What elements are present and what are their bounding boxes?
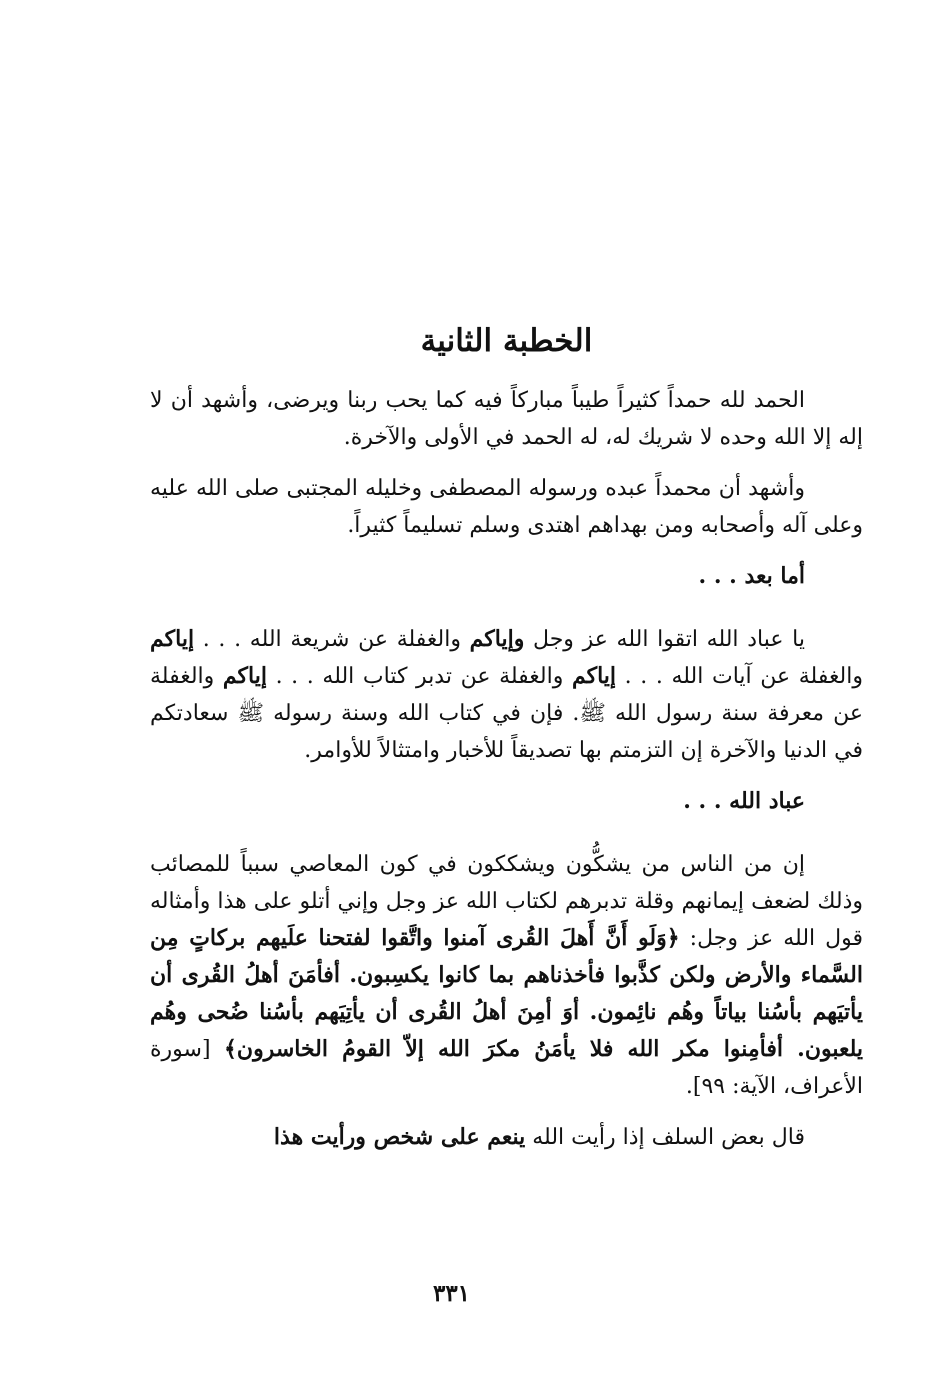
page-content <box>150 318 863 1170</box>
text-segment: والغفلة عن معرفة سنة رسول الله ﷺ. فإن في كتاب الله وسنة رسوله ﷺ سعادتكم في الدنيا والآخرة إن التزمتم بها تصديقاً للأخبار وامتثالاً للأوامر. <box>150 664 863 763</box>
text-segment: قال بعض السلف إذا رأيت الله <box>525 1125 805 1150</box>
paragraph-testimony: وأشهد أن محمداً عبده ورسوله المصطفى وخليله المجتبى صلى الله عليه وعلى آله وأصحابه ومن بهداهم اهتدى وسلم تسليماً كثيراً. <box>150 476 863 538</box>
bold-segment: ينعم على شخص ورأيت هذا <box>273 1124 526 1150</box>
bold-segment: إياكم <box>222 663 267 689</box>
paragraph-warning <box>150 621 863 769</box>
text-segment: والغفلة عن آيات الله . . . <box>616 664 864 689</box>
text-segment: يا عباد الله اتقوا الله عز وجل <box>524 627 806 652</box>
quran-quote: ﴿وَلَو أَنَّ أَهلَ القُرى آمنوا واتَّقوا لفتحنا علَيهم بركاتٍ مِن السَّماء والأرض ولكن كذَّبوا فأخذناهم بما كانوا يكسِبون. أفأمَنَ أهلُ القُرى أن يأتيَهم بأسُنا بياتاً وهُم نائِمون. أوَ أمِنَ أهلُ القُرى أن يأتِيَهم بأسُنا ضُحى وهُم يلعبون. أفأمِنوا مكر الله فلا يأمَنُ مكرَ الله إلاّ القومُ الخاسرون﴾ <box>150 925 863 1062</box>
page-title: الخطبة الثانية <box>420 323 593 359</box>
text-segment: والغفلة عن تدبر كتاب الله . . . <box>266 664 572 689</box>
heading-amma-bad: أما بعد . . . <box>698 563 805 589</box>
bold-segment: إياكم <box>571 663 617 689</box>
verse-reference: [سورة الأعراف، الآية: ٩٩]. <box>150 1037 863 1099</box>
bold-segment: إياكم <box>150 626 195 652</box>
paragraph-salaf-saying <box>150 1119 863 1156</box>
paragraph-praise: الحمد لله حمداً كثيراً طيباً مباركاً فيه كما يحب ربنا ويرضى، وأشهد أن لا إله إلا الله وحده لا شريك له، له الحمد في الأولى والآخرة. <box>150 388 863 450</box>
text-segment: والغفلة عن شريعة الله . . . <box>194 627 470 652</box>
bold-segment: وإياكم <box>469 626 525 652</box>
paragraph-quran-verse <box>150 846 863 1105</box>
heading-ibad-allah: عباد الله . . . <box>683 788 805 814</box>
text-segment: إن من الناس من يشكُّون ويشككون في كون المعاصي سبباً للمصائب وذلك لضعف إيمانهم وقلة تدبرهم لكتاب الله عز وجل وإني أتلو على هذا وأمثاله قول الله عز وجل: <box>150 852 864 951</box>
page-number: ٣٣١ <box>432 1280 471 1307</box>
